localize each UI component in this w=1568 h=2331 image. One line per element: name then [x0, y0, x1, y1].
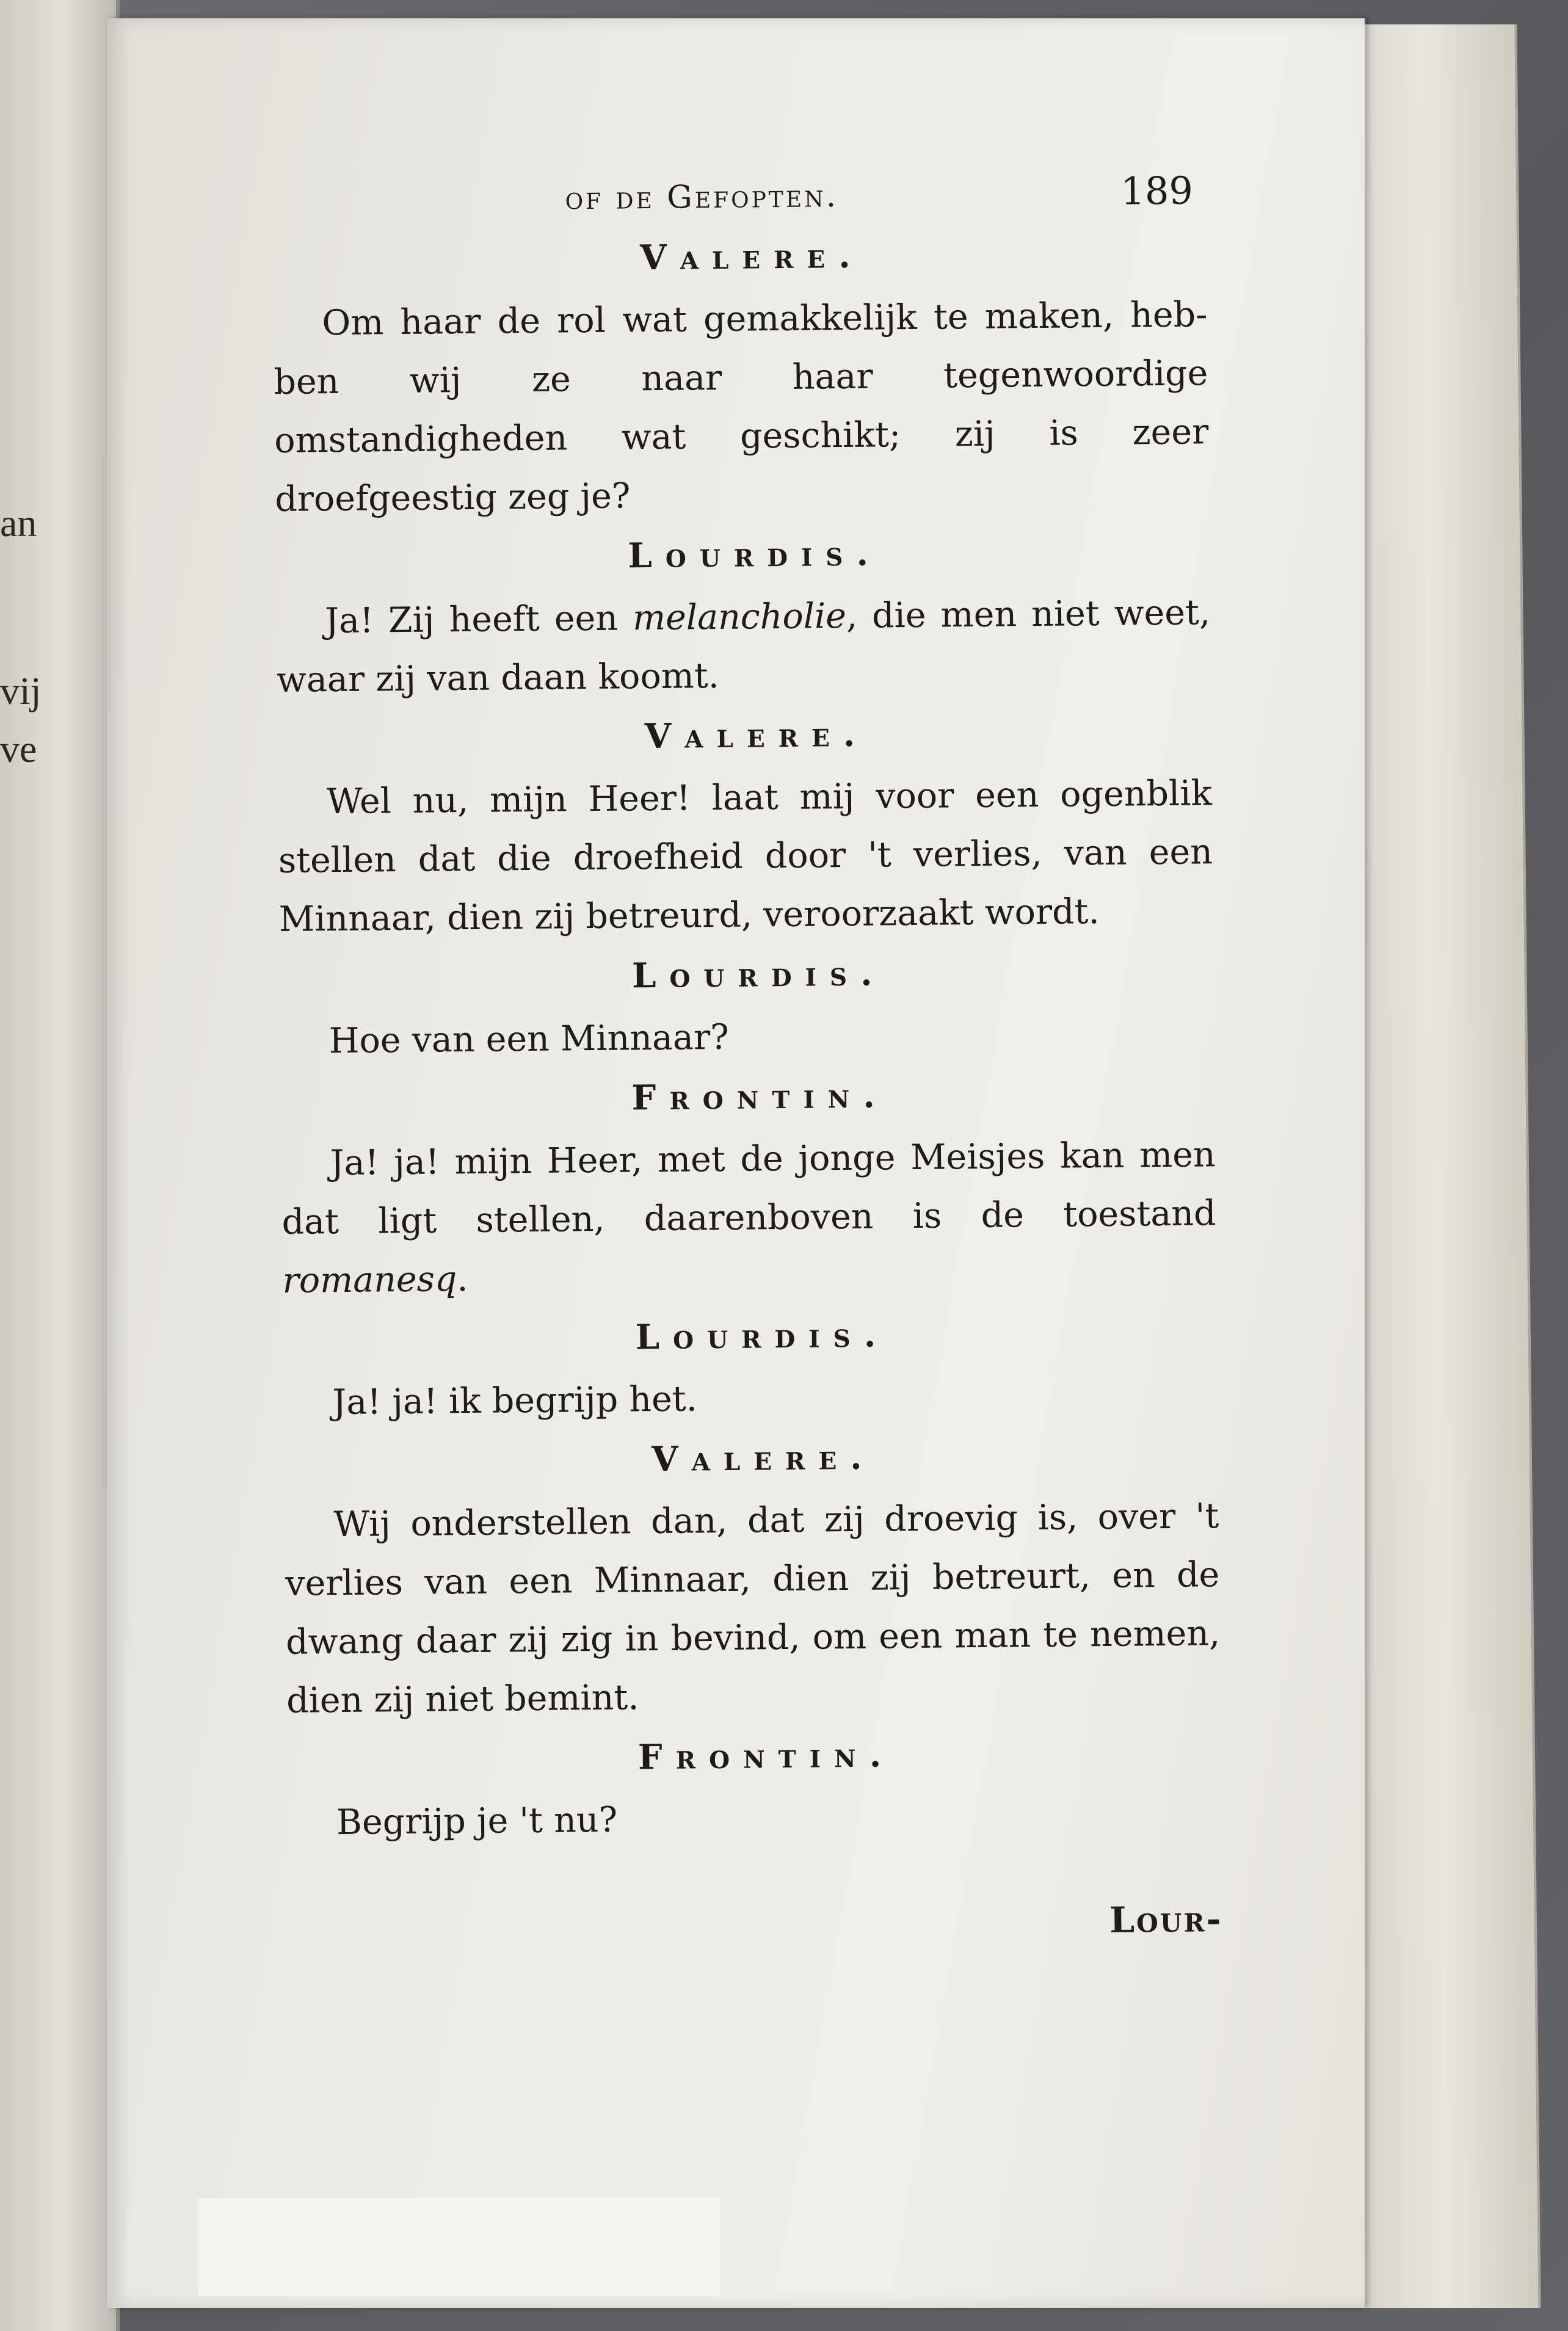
speech-text: Ja! ja! ik begrijp het. [332, 1379, 698, 1423]
speaker-name: Frontin. [637, 1735, 895, 1778]
speech-text [281, 1125, 1217, 1310]
speech-text: Wel nu, mijn Heer! laat mij voor een ogenblik stellen dat die droefheid door 't verlies, van een Minnaar, dien zij betreurd, veroorzaakt wordt. [278, 773, 1213, 940]
speech-segment: . [456, 1259, 468, 1300]
speaker-name: Valere. [644, 714, 869, 757]
speech-segment: Ja! Zij heeft een [324, 598, 633, 642]
speech-line: Om haar de rol wat gemakkelijk te maken, heb- [322, 294, 1208, 344]
italic-term: romanesq [282, 1259, 457, 1301]
speaker-name: Lourdis. [635, 1314, 890, 1358]
running-head [272, 156, 1207, 232]
speech-text [273, 285, 1210, 529]
italic-term: melancholie [632, 596, 847, 639]
speech-text: Begrijp je 't nu? [336, 1799, 618, 1843]
page-number: 189 [1120, 168, 1194, 214]
speech-text: Wij onderstellen dan, dat zij droevig is, over 't verlies van een Minnaar, dien zij betreurt, en de dwang daar zij zig in bevind, om een man te nemen, dien zij niet bemint. [285, 1496, 1221, 1721]
speech-text: Hoe van een Minnaar? [328, 1017, 730, 1062]
left-page-edge [0, 0, 120, 2331]
running-title: of de Gefopten. [565, 178, 839, 217]
speech-line: ben wij ze naar haar tegenwoordige omstandigheden [274, 353, 1208, 461]
left-page-fragment: an [0, 501, 37, 545]
white-label-patch [198, 2198, 720, 2296]
left-page-fragment: vij [0, 669, 42, 712]
speech-segment: , die men niet weet, waar zij van daan koomt. [276, 592, 1211, 700]
speech-segment: Ja! ja! mijn Heer, met de jonge Meisjes kan men dat ligt stellen, daarenboven is de toestand [281, 1134, 1216, 1242]
speaker-name: Frontin. [631, 1075, 889, 1118]
left-page-fragment: ve [0, 727, 37, 770]
speaker-name: Valere. [639, 235, 865, 278]
speech-line: wat geschikt; zij is zeer droefgeestig zeg je? [274, 411, 1209, 520]
catchword: Lour- [1109, 1898, 1223, 1941]
page-content [272, 156, 1223, 1949]
speech-text [276, 583, 1211, 709]
book-page [107, 18, 1365, 2308]
speaker-name: Valere. [651, 1437, 876, 1480]
speaker-name: Lourdis. [628, 533, 882, 576]
speaker-name: Lourdis. [631, 953, 886, 996]
